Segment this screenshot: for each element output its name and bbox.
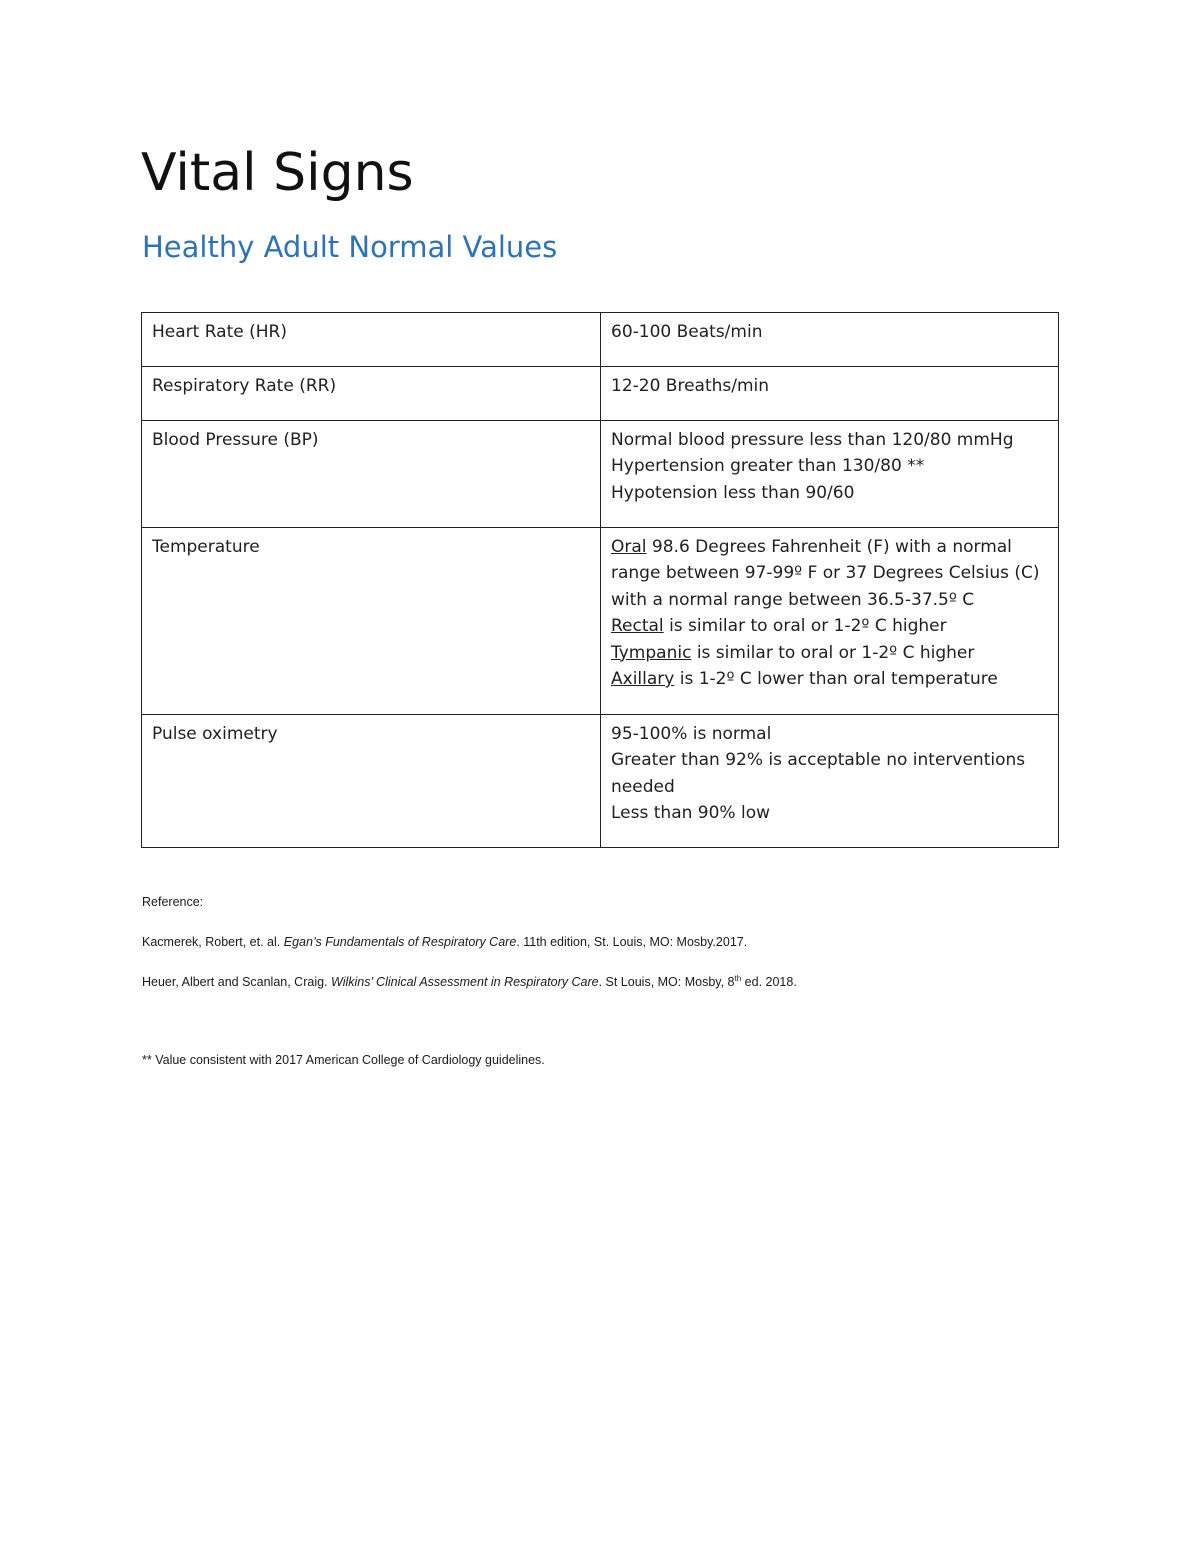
- table-row-heart-rate: [142, 313, 1059, 367]
- value-line: 60-100 Beats/min: [611, 322, 763, 342]
- row-label-pulse-oximetry: Pulse oximetry: [142, 715, 601, 848]
- row-label-respiratory-rate: Respiratory Rate (RR): [142, 367, 601, 421]
- value-line: Hypotension less than 90/60: [611, 482, 855, 503]
- reference-authors: Kacmerek, Robert, et. al.: [142, 935, 281, 949]
- reference-details: . 11th edition, St. Louis, MO: Mosby.2017.: [516, 935, 748, 949]
- axillary-term: Axillary: [611, 669, 675, 690]
- value-line: [611, 613, 1048, 639]
- value-line: [611, 640, 1048, 666]
- reference-superscript: th: [734, 974, 742, 983]
- value-line: Greater than 92% is acceptable no interventions needed: [611, 750, 1026, 797]
- reference-authors: Heuer, Albert and Scanlan, Craig.: [142, 975, 328, 989]
- row-value-heart-rate: [601, 313, 1059, 367]
- oral-term: Oral: [611, 537, 647, 557]
- rectal-text: is similar to oral or 1-2º C higher: [669, 616, 947, 637]
- value-line: [611, 666, 1048, 692]
- reference-title: Egan’s Fundamentals of Respiratory Care: [283, 935, 517, 949]
- table-row-blood-pressure: [142, 421, 1059, 528]
- row-label-temperature: Temperature: [142, 528, 601, 715]
- row-value-respiratory-rate: [601, 367, 1059, 421]
- table-row-temperature: [142, 528, 1059, 715]
- value-line: 95-100% is normal: [611, 724, 772, 744]
- vital-signs-table: [141, 312, 1059, 848]
- reference-details: . St Louis, MO: Mosby, 8: [598, 975, 735, 989]
- row-label-heart-rate: Heart Rate (HR): [142, 313, 601, 367]
- reference-title: Wilkins’ Clinical Assessment in Respiratory Care: [331, 975, 599, 989]
- page-subtitle: Healthy Adult Normal Values: [142, 230, 558, 264]
- row-label-blood-pressure: Blood Pressure (BP): [142, 421, 601, 528]
- page-title: Vital Signs: [141, 143, 414, 203]
- value-line: Hypertension greater than 130/80 **: [611, 456, 925, 477]
- value-line: Normal blood pressure less than 120/80 mmHg: [611, 430, 1014, 450]
- row-value-pulse-oximetry: [601, 715, 1059, 848]
- footnote: ** Value consistent with 2017 American College of Cardiology guidelines.: [142, 1053, 545, 1067]
- reference-item: [142, 935, 747, 949]
- value-line: Less than 90% low: [611, 803, 771, 824]
- value-line: 12-20 Breaths/min: [611, 376, 770, 396]
- row-value-blood-pressure: [601, 421, 1059, 528]
- value-line: range between 97-99º F or 37 Degrees Celsius (C): [611, 563, 1040, 584]
- oral-text: 98.6 Degrees Fahrenheit (F) with a normal: [651, 537, 1012, 557]
- reference-item: [142, 975, 797, 989]
- value-line: with a normal range between 36.5-37.5º C: [611, 589, 975, 610]
- reference-details: ed. 2018.: [741, 975, 797, 989]
- references-heading: Reference:: [142, 895, 204, 909]
- row-value-temperature: [601, 528, 1059, 715]
- tympanic-term: Tympanic: [611, 642, 692, 663]
- tympanic-text: is similar to oral or 1-2º C higher: [696, 642, 975, 663]
- axillary-text: is 1-2º C lower than oral temperature: [679, 669, 998, 690]
- rectal-term: Rectal: [611, 616, 664, 637]
- table-row-pulse-oximetry: [142, 715, 1059, 848]
- value-line: [611, 534, 1048, 560]
- table-row-respiratory-rate: [142, 367, 1059, 421]
